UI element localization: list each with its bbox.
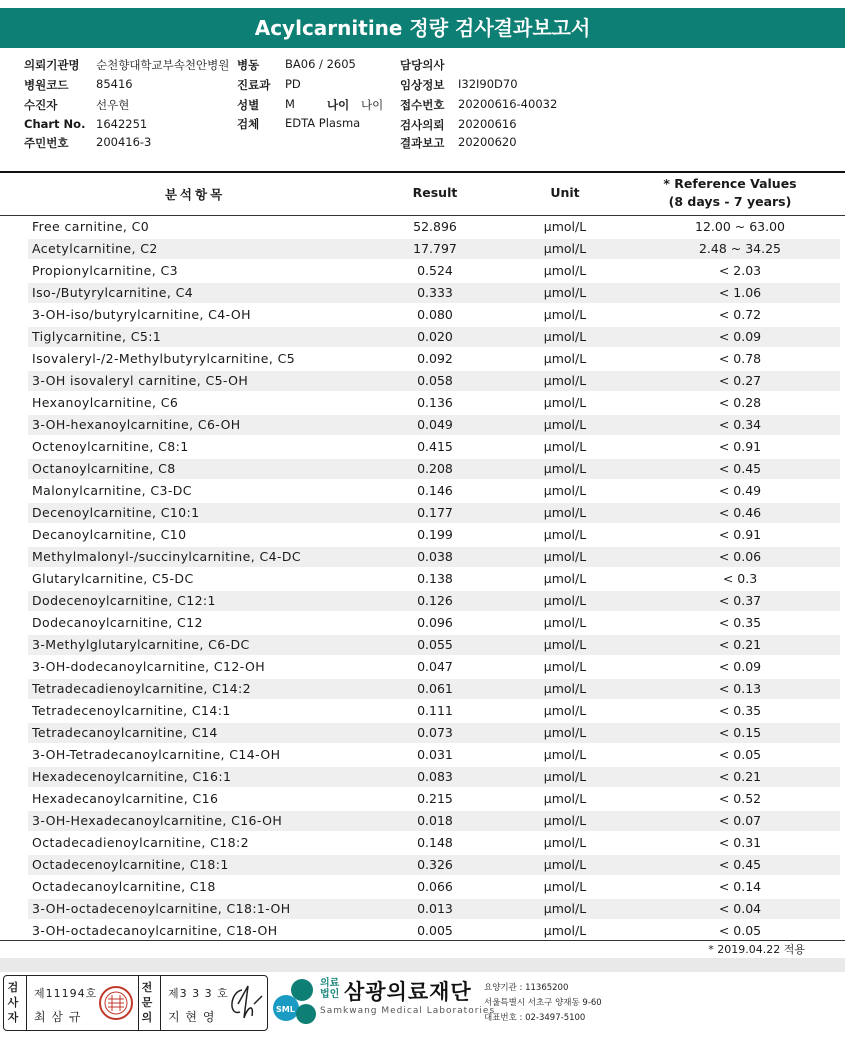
table-row	[0, 546, 845, 568]
tester-license: 제11194호	[34, 987, 98, 1000]
table-row	[0, 502, 845, 524]
header-result: Result	[412, 185, 458, 200]
org-contact	[484, 981, 602, 1026]
unit-value: μmol/L	[543, 769, 587, 784]
analyte-name: Acetylcarnitine, C2	[32, 241, 158, 256]
table-row	[0, 282, 845, 304]
reference-value: < 0.14	[718, 879, 762, 894]
signature-icon	[224, 982, 264, 1024]
patient-info	[0, 56, 845, 164]
info-label: 검사의뢰	[400, 118, 445, 132]
result-value: 0.092	[417, 351, 453, 366]
table-row	[0, 348, 845, 370]
org-phone: 대표번호 : 02-3497-5100	[484, 1013, 586, 1023]
analyte-name: Methylmalonyl-/succinylcarnitine, C4-DC	[32, 549, 302, 564]
age-value: 나이	[361, 98, 384, 112]
table-row	[0, 920, 845, 942]
reference-value: < 0.06	[718, 549, 762, 564]
specialist-name: 지 현 영	[168, 1010, 216, 1024]
tester-label	[7, 980, 21, 1025]
analyte-name: Tiglycarnitine, C5:1	[32, 329, 162, 344]
divider	[160, 976, 161, 1030]
reference-value: < 0.35	[718, 703, 762, 718]
unit-value: μmol/L	[543, 791, 587, 806]
reference-value: < 0.05	[718, 923, 762, 938]
reference-value: < 0.09	[718, 329, 762, 344]
info-label: 진료과	[237, 78, 271, 92]
unit-value: μmol/L	[543, 373, 587, 388]
result-value: 0.018	[417, 813, 453, 828]
result-value: 0.126	[417, 593, 453, 608]
logo-text: SML	[276, 1005, 295, 1014]
header-reference: * Reference Values	[663, 176, 797, 191]
result-value: 17.797	[413, 241, 457, 256]
analyte-name: Iso-/Butyrylcarnitine, C4	[32, 285, 194, 300]
table-row	[0, 766, 845, 788]
reference-value: < 0.35	[718, 615, 762, 630]
analyte-name: Octenoylcarnitine, C8:1	[32, 439, 189, 454]
table-row	[0, 326, 845, 348]
specialist-license: 제3 3 3 호	[168, 987, 229, 1000]
divider	[138, 976, 139, 1030]
analyte-name: Octanoylcarnitine, C8	[32, 461, 176, 476]
analyte-name: 3-OH-octadecanoylcarnitine, C18-OH	[32, 923, 278, 938]
analyte-name: Dodecanoylcarnitine, C12	[32, 615, 203, 630]
result-value: 0.058	[417, 373, 453, 388]
table-row	[0, 260, 845, 282]
table-row	[0, 634, 845, 656]
reference-value: < 0.91	[718, 439, 762, 454]
divider	[26, 976, 27, 1030]
analyte-name: Tetradecanoylcarnitine, C14	[32, 725, 218, 740]
analyte-name: Hexadecenoylcarnitine, C16:1	[32, 769, 232, 784]
analyte-name: 3-OH-iso/butyrylcarnitine, C4-OH	[32, 307, 251, 322]
unit-value: μmol/L	[543, 901, 587, 916]
result-value: 0.049	[417, 417, 453, 432]
result-value: 0.055	[417, 637, 453, 652]
table-header	[0, 172, 845, 216]
unit-value: μmol/L	[543, 879, 587, 894]
table-row	[0, 524, 845, 546]
reference-value: < 0.46	[718, 505, 762, 520]
info-label: 임상정보	[400, 78, 445, 92]
analyte-name: Octadecenoylcarnitine, C18:1	[32, 857, 229, 872]
result-value: 0.031	[417, 747, 453, 762]
result-value: 0.080	[417, 307, 453, 322]
header-item: 분석항목	[164, 187, 226, 202]
reference-value: 2.48 ~ 34.25	[698, 241, 782, 256]
header-reference-range: (8 days - 7 years)	[668, 194, 792, 209]
age-label: 나이	[327, 98, 350, 112]
analyte-name: 3-OH-Tetradecanoylcarnitine, C14-OH	[32, 747, 281, 762]
reference-value: < 0.04	[718, 901, 762, 916]
result-value: 0.326	[417, 857, 453, 872]
info-label: 주민번호	[24, 136, 69, 150]
info-value: 순천향대학교부속천안병원	[96, 58, 230, 72]
unit-value: μmol/L	[543, 483, 587, 498]
result-value: 0.415	[417, 439, 453, 454]
info-value: EDTA Plasma	[285, 116, 361, 130]
reference-value: < 0.45	[718, 857, 762, 872]
analyte-name: Tetradecenoylcarnitine, C14:1	[32, 703, 231, 718]
result-value: 0.038	[417, 549, 453, 564]
analyte-name: Decanoylcarnitine, C10	[32, 527, 187, 542]
reference-note: * 2019.04.22 적용	[708, 943, 805, 956]
info-label: 결과보고	[400, 136, 445, 150]
unit-value: μmol/L	[543, 835, 587, 850]
table-row	[0, 414, 845, 436]
header-unit: Unit	[550, 185, 580, 200]
info-value: 20200616-40032	[458, 97, 558, 111]
unit-value: μmol/L	[543, 549, 587, 564]
result-value: 0.199	[417, 527, 453, 542]
info-value: 200416-3	[96, 135, 152, 149]
unit-value: μmol/L	[543, 395, 587, 410]
reference-value: < 0.13	[718, 681, 762, 696]
info-label: 병원코드	[24, 78, 69, 92]
table-row	[0, 458, 845, 480]
unit-value: μmol/L	[543, 263, 587, 278]
table-row	[0, 612, 845, 634]
info-value: BA06 / 2605	[285, 57, 356, 71]
reference-value: < 0.28	[718, 395, 762, 410]
analyte-name: 3-OH-Hexadecanoylcarnitine, C16-OH	[32, 813, 283, 828]
table-row	[0, 744, 845, 766]
info-value: 20200620	[458, 135, 517, 149]
result-value: 0.136	[417, 395, 453, 410]
result-value: 0.005	[417, 923, 453, 938]
org-code: 요양기관 : 11365200	[484, 983, 569, 993]
result-value: 0.066	[417, 879, 453, 894]
reference-value: < 0.37	[718, 593, 762, 608]
signature-box	[3, 975, 268, 1031]
info-label: 접수번호	[400, 98, 445, 112]
info-value: I32I90D70	[458, 77, 518, 91]
info-label: 수진자	[24, 98, 58, 112]
info-label: 검체	[237, 117, 260, 131]
result-value: 0.111	[417, 703, 453, 718]
table-row	[0, 216, 845, 238]
result-value: 0.096	[417, 615, 453, 630]
analyte-name: Free carnitine, C0	[32, 219, 150, 234]
result-value: 0.146	[417, 483, 453, 498]
unit-value: μmol/L	[543, 681, 587, 696]
unit-value: μmol/L	[543, 923, 587, 938]
result-value: 0.061	[417, 681, 453, 696]
unit-value: μmol/L	[543, 417, 587, 432]
analyte-name: Tetradecadienoylcarnitine, C14:2	[32, 681, 251, 696]
result-value: 0.073	[417, 725, 453, 740]
info-label: 병동	[237, 58, 260, 72]
org-english-name: Samkwang Medical Laboratories	[320, 1006, 496, 1016]
tester-name: 최 삼 규	[34, 1010, 82, 1024]
result-value: 0.215	[417, 791, 453, 806]
result-value: 0.208	[417, 461, 453, 476]
analyte-name: Hexadecanoylcarnitine, C16	[32, 791, 219, 806]
result-value: 0.177	[417, 505, 453, 520]
table-row	[0, 590, 845, 612]
analyte-name: 3-OH isovaleryl carnitine, C5-OH	[32, 373, 249, 388]
org-prefix: 의료법인	[320, 978, 340, 1000]
unit-value: μmol/L	[543, 593, 587, 608]
info-label: 의뢰기관명	[24, 58, 80, 72]
table-row	[0, 876, 845, 898]
info-value: 선우현	[96, 98, 130, 112]
result-value: 0.524	[417, 263, 453, 278]
table-row	[0, 656, 845, 678]
tester-label-text: 검사자	[7, 981, 19, 1024]
table-row	[0, 788, 845, 810]
unit-value: μmol/L	[543, 571, 587, 586]
info-label: 성별	[237, 98, 260, 112]
reference-value: < 0.78	[718, 351, 762, 366]
org-address: 서울특별시 서초구 양재동 9-60	[484, 998, 602, 1008]
result-value: 0.083	[417, 769, 453, 784]
reference-value: < 0.09	[718, 659, 762, 674]
table-row	[0, 854, 845, 876]
info-value: M	[285, 97, 295, 111]
sml-logo-icon	[272, 976, 320, 1028]
analyte-name: 3-OH-hexanoylcarnitine, C6-OH	[32, 417, 241, 432]
unit-value: μmol/L	[543, 659, 587, 674]
reference-value: < 0.05	[718, 747, 762, 762]
analyte-name: Octadecadienoylcarnitine, C18:2	[32, 835, 249, 850]
analyte-name: 3-Methylglutarylcarnitine, C6-DC	[32, 637, 250, 652]
reference-value: < 0.49	[718, 483, 762, 498]
reference-value: < 0.31	[718, 835, 762, 850]
analyte-name: Propionylcarnitine, C3	[32, 263, 178, 278]
table-row	[0, 304, 845, 326]
specialist-label	[141, 980, 155, 1025]
reference-value: < 0.72	[718, 307, 762, 322]
report-title: Acylcarnitine 정량 검사결과보고서	[0, 8, 845, 48]
unit-value: μmol/L	[543, 505, 587, 520]
table-row	[0, 832, 845, 854]
result-value: 0.138	[417, 571, 453, 586]
unit-value: μmol/L	[543, 703, 587, 718]
unit-value: μmol/L	[543, 637, 587, 652]
table-row	[0, 568, 845, 590]
table-row	[0, 678, 845, 700]
reference-value: < 0.3	[722, 571, 758, 586]
unit-value: μmol/L	[543, 527, 587, 542]
result-value: 0.047	[417, 659, 453, 674]
unit-value: μmol/L	[543, 615, 587, 630]
analyte-name: 3-OH-octadecenoylcarnitine, C18:1-OH	[32, 901, 291, 916]
analyte-name: Decenoylcarnitine, C10:1	[32, 505, 200, 520]
analyte-name: Glutarylcarnitine, C5-DC	[32, 571, 194, 586]
analyte-name: Isovaleryl-/2-Methylbutyrylcarnitine, C5	[32, 351, 296, 366]
reference-value: < 1.06	[718, 285, 762, 300]
analyte-name: Hexanoylcarnitine, C6	[32, 395, 179, 410]
analyte-name: Octadecanoylcarnitine, C18	[32, 879, 216, 894]
unit-value: μmol/L	[543, 241, 587, 256]
unit-value: μmol/L	[543, 285, 587, 300]
result-value: 52.896	[413, 219, 457, 234]
table-row	[0, 436, 845, 458]
table-row	[0, 238, 845, 260]
unit-value: μmol/L	[543, 351, 587, 366]
org-name: 삼광의료재단	[344, 980, 472, 1004]
reference-value: < 0.91	[718, 527, 762, 542]
result-value: 0.013	[417, 901, 453, 916]
unit-value: μmol/L	[543, 747, 587, 762]
footer-divider	[0, 958, 845, 972]
unit-value: μmol/L	[543, 725, 587, 740]
info-value: 85416	[96, 77, 133, 91]
unit-value: μmol/L	[543, 219, 587, 234]
info-label: 담당의사	[400, 58, 445, 72]
reference-value: < 0.34	[718, 417, 762, 432]
reference-value: < 0.07	[718, 813, 762, 828]
table-row	[0, 480, 845, 502]
unit-value: μmol/L	[543, 307, 587, 322]
reference-value: < 0.45	[718, 461, 762, 476]
result-value: 0.020	[417, 329, 453, 344]
unit-value: μmol/L	[543, 857, 587, 872]
info-value: 20200616	[458, 117, 517, 131]
unit-value: μmol/L	[543, 329, 587, 344]
analyte-name: 3-OH-dodecanoylcarnitine, C12-OH	[32, 659, 266, 674]
table-row	[0, 370, 845, 392]
result-value: 0.148	[417, 835, 453, 850]
info-value: PD	[285, 77, 301, 91]
result-value: 0.333	[417, 285, 453, 300]
seal-stamp-icon	[98, 985, 134, 1021]
table-row	[0, 392, 845, 414]
reference-value: < 2.03	[718, 263, 762, 278]
table-row	[0, 810, 845, 832]
analyte-name: Dodecenoylcarnitine, C12:1	[32, 593, 216, 608]
reference-value: 12.00 ~ 63.00	[695, 219, 785, 234]
reference-value: < 0.21	[718, 769, 762, 784]
table-row	[0, 700, 845, 722]
reference-value: < 0.52	[718, 791, 762, 806]
table-row	[0, 898, 845, 920]
unit-value: μmol/L	[543, 813, 587, 828]
analyte-name: Malonylcarnitine, C3-DC	[32, 483, 192, 498]
reference-value: < 0.21	[718, 637, 762, 652]
reference-value: < 0.27	[718, 373, 762, 388]
info-value: 1642251	[96, 117, 148, 131]
reference-value: < 0.15	[718, 725, 762, 740]
specialist-label-text: 전문의	[141, 981, 153, 1024]
unit-value: μmol/L	[543, 439, 587, 454]
info-label: Chart No.	[24, 117, 86, 131]
table-row	[0, 722, 845, 744]
unit-value: μmol/L	[543, 461, 587, 476]
